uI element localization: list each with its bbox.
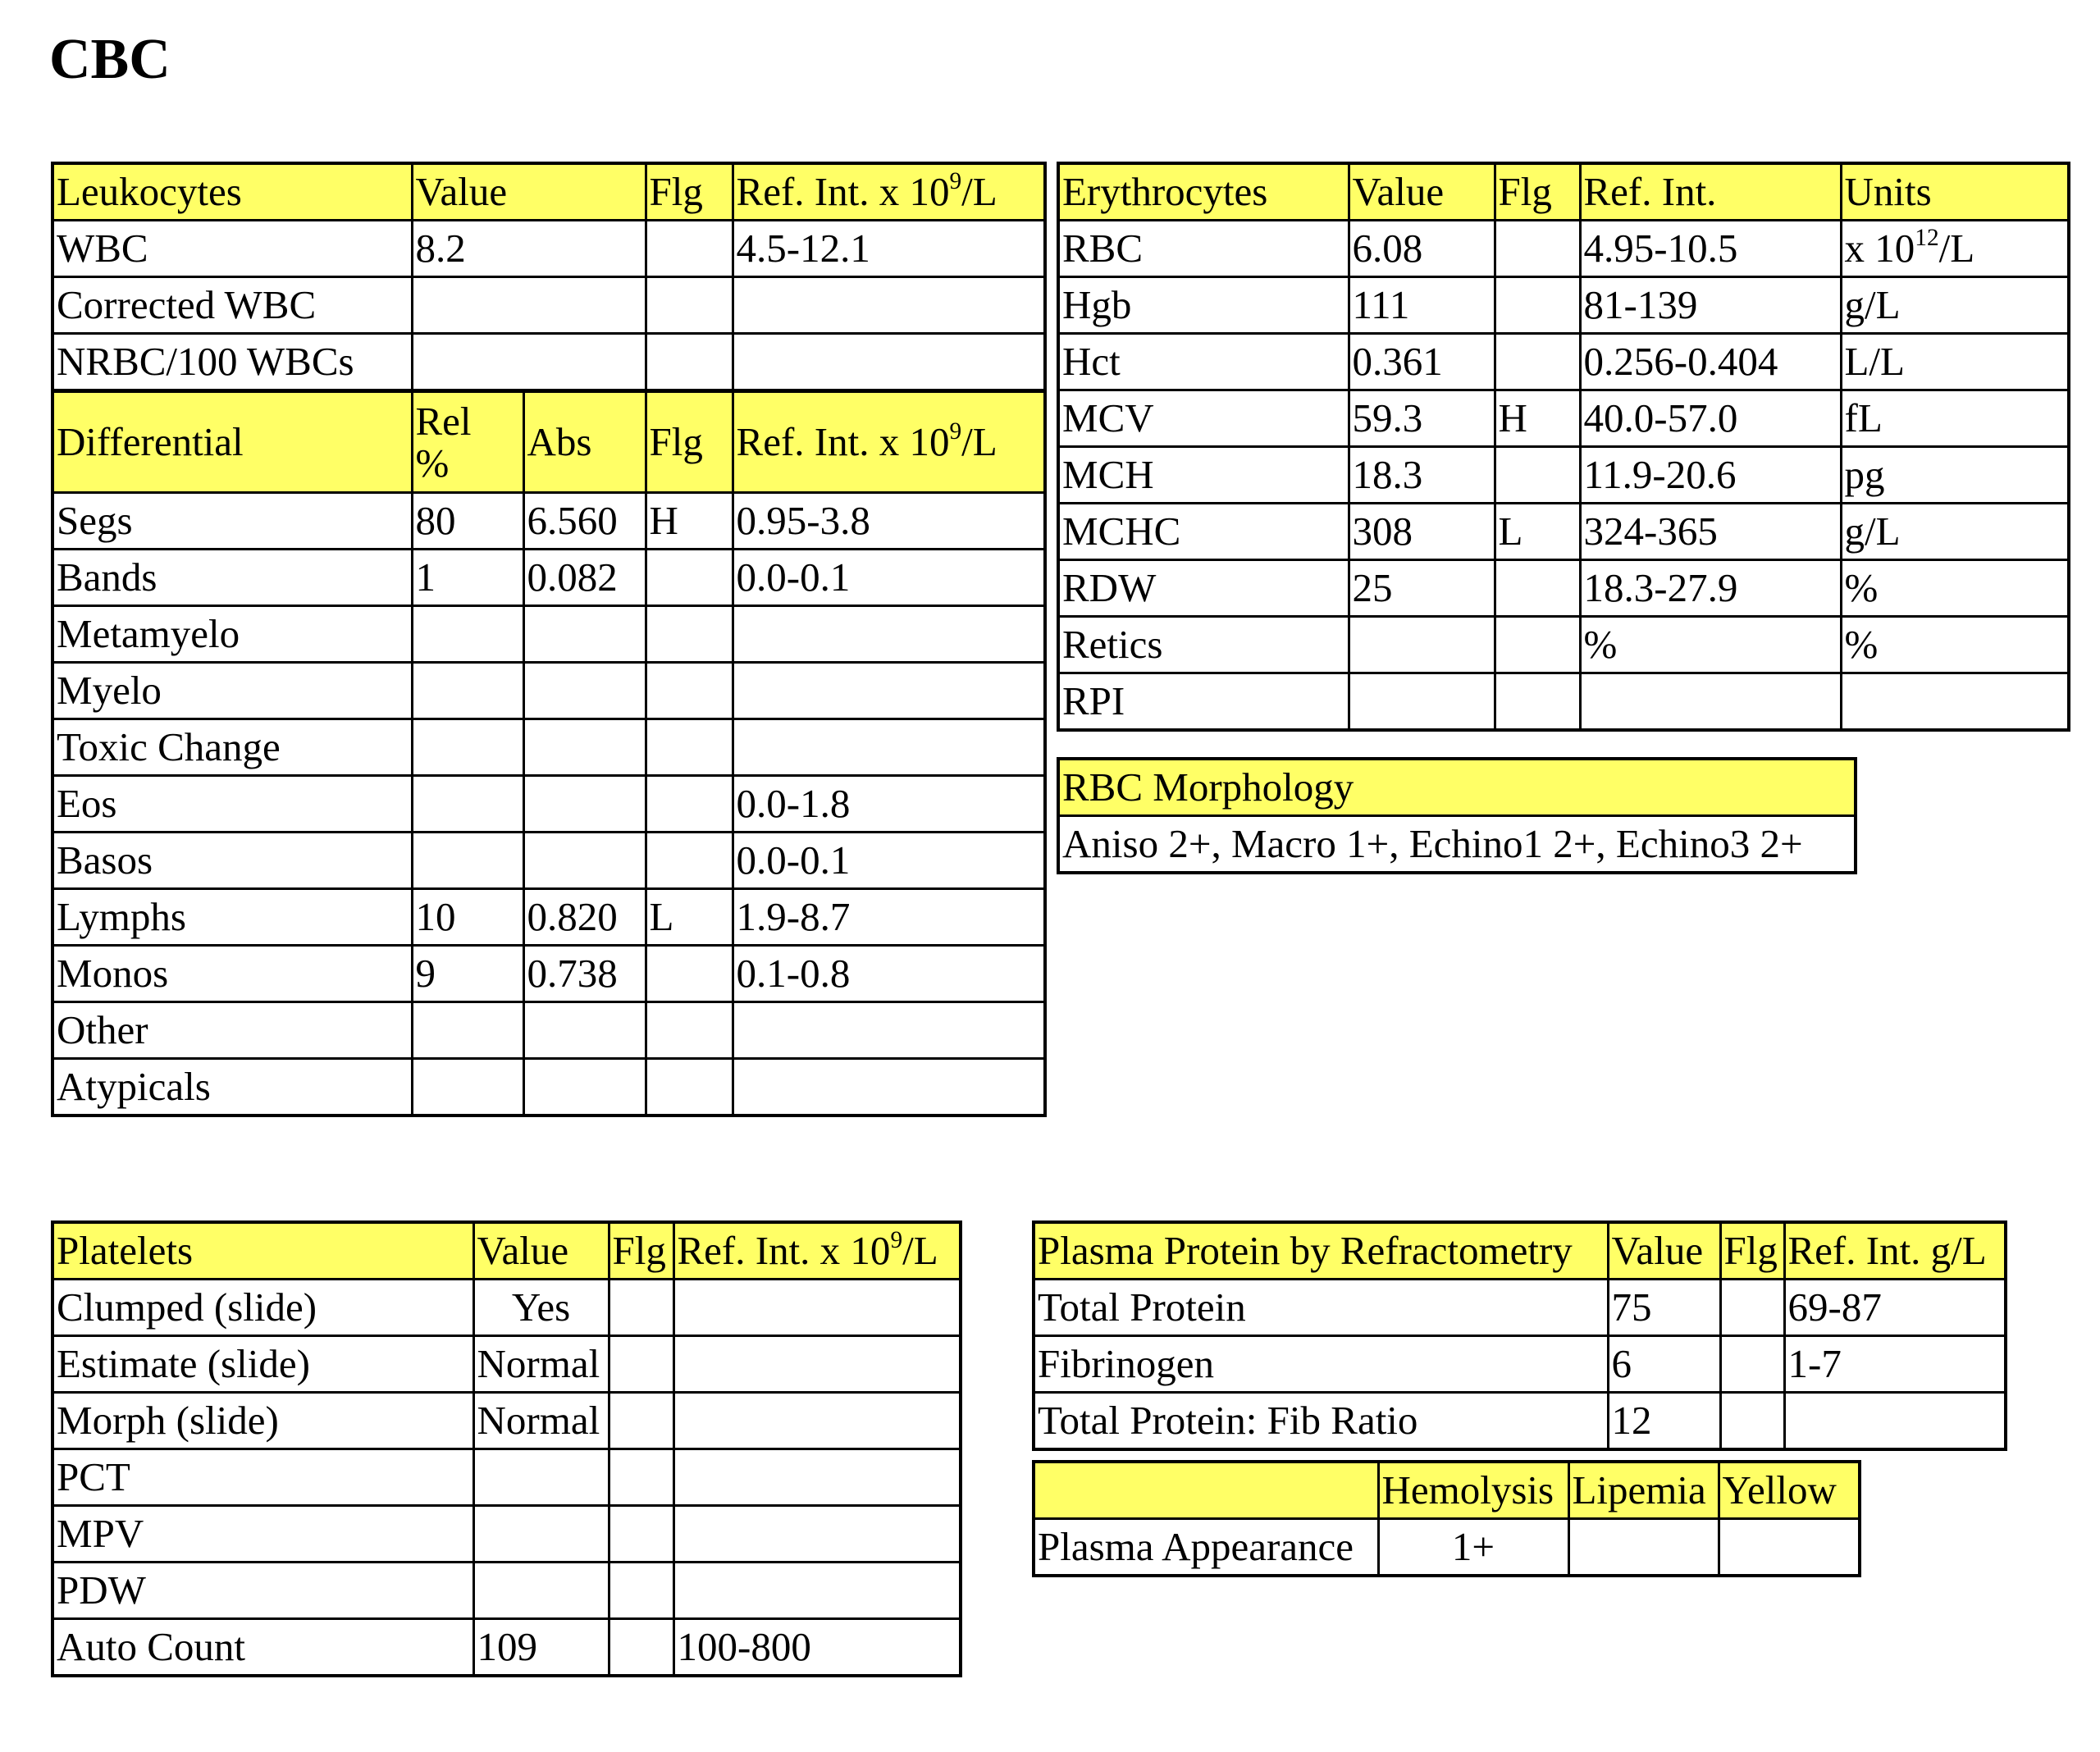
table-row [1058,617,2069,673]
row-rel [412,776,523,833]
table-row [52,1059,1045,1116]
row-abs [523,1059,646,1116]
row-ref: % [1580,617,1841,673]
row-flag [1495,334,1580,390]
row-name: RBC [1058,221,1349,277]
row-flag [646,221,733,277]
row-name: Total Protein [1034,1280,1608,1336]
rbc-morphology-header-row [1058,759,1856,816]
row-abs: 0.082 [523,550,646,606]
row-flag [646,550,733,606]
rel-pct-header: Rel % [412,391,523,493]
row-abs [523,663,646,719]
row-rel [412,1059,523,1116]
row-flag [1495,447,1580,504]
platelets-header-row [52,1222,961,1280]
row-value [1349,617,1495,673]
erythrocytes-table [1057,162,2070,732]
row-value: 111 [1349,277,1495,334]
table-row [52,1393,961,1449]
row-name: RDW [1058,560,1349,617]
row-name: Monos [52,946,412,1002]
row-flag [1495,560,1580,617]
row-name: Clumped (slide) [52,1280,473,1336]
row-flag [609,1393,673,1449]
table-row [52,1002,1045,1059]
row-rel [412,833,523,889]
ref-int-header: Ref. Int. x $10^9/L$ [673,1222,961,1280]
table-row [52,493,1045,550]
row-name: Metamyelo [52,606,412,663]
row-name: RPI [1058,673,1349,731]
table-row [52,221,1045,277]
row-units: L/L [1841,334,2069,390]
row-ref [733,719,1045,776]
row-flag [646,277,733,334]
row-name: Estimate (slide) [52,1336,473,1393]
row-name: Other [52,1002,412,1059]
row-name: Eos [52,776,412,833]
row-ref: 1-7 [1784,1336,2006,1393]
row-flag [609,1280,673,1336]
table-row [52,833,1045,889]
row-value: 0.361 [1349,334,1495,390]
table-row [52,1449,961,1506]
row-units: x $10^{12}/L$ [1841,221,2069,277]
row-units: % [1841,560,2069,617]
units-header: Units [1841,163,2069,221]
row-value [473,1506,609,1563]
table-row [1058,334,2069,390]
row-name: MCHC [1058,504,1349,560]
row-value: Normal [473,1393,609,1449]
row-rel: 1 [412,550,523,606]
row-flag [1495,617,1580,673]
table-row [52,1619,961,1677]
ref-int-header: Ref. Int. g/L [1784,1222,2006,1280]
row-abs [523,1002,646,1059]
row-value [412,334,646,391]
flag-header: Flg [609,1222,673,1280]
row-name: MPV [52,1506,473,1563]
row-ref: 40.0-57.0 [1580,390,1841,447]
row-flag: L [646,889,733,946]
rbc-morphology-table [1057,757,1857,874]
row-ref: 324-365 [1580,504,1841,560]
table-row [1058,504,2069,560]
abs-header: Abs [523,391,646,493]
table-row [52,719,1045,776]
rbc-morphology-text: Aniso 2+, Macro 1+, Echino1 2+, Echino3 2+ [1058,816,1856,874]
table-row [1058,390,2069,447]
row-ref: 4.95-10.5 [1580,221,1841,277]
row-name: Myelo [52,663,412,719]
row-rel: 80 [412,493,523,550]
table-row [1034,1519,1860,1576]
row-name: Auto Count [52,1619,473,1677]
row-flag [1720,1393,1784,1450]
row-name: Atypicals [52,1059,412,1116]
leukocytes-header: Leukocytes [52,163,412,221]
ref-int-header: Ref. Int. x $10^9/L$ [733,391,1045,493]
value-header: Value [1349,163,1495,221]
row-ref: 18.3-27.9 [1580,560,1841,617]
row-name: Hgb [1058,277,1349,334]
row-ref: 0.256-0.404 [1580,334,1841,390]
table-row [1034,1336,2006,1393]
yellow-value [1719,1519,1860,1576]
flag-header: Flg [646,163,733,221]
row-ref: 4.5-12.1 [733,221,1045,277]
table-row [52,1506,961,1563]
row-value: 8.2 [412,221,646,277]
row-value: 75 [1608,1280,1720,1336]
row-value: 6 [1608,1336,1720,1393]
row-ref: 11.9-20.6 [1580,447,1841,504]
row-abs: 6.560 [523,493,646,550]
row-name: PDW [52,1563,473,1619]
row-value [473,1563,609,1619]
erythrocytes-header: Erythrocytes [1058,163,1349,221]
row-rel [412,606,523,663]
row-flag [1495,277,1580,334]
row-ref [673,1280,961,1336]
row-ref [673,1449,961,1506]
row-rel [412,663,523,719]
table-row [1058,221,2069,277]
table-row [1058,560,2069,617]
plasma-appearance-header-row [1034,1462,1860,1519]
row-name: WBC [52,221,412,277]
row-name: Total Protein: Fib Ratio [1034,1393,1608,1450]
row-ref: 0.0-0.1 [733,550,1045,606]
hemolysis-header: Hemolysis [1378,1462,1568,1519]
leukocytes-header-row [52,163,1045,221]
row-name: MCH [1058,447,1349,504]
yellow-header: Yellow [1719,1462,1860,1519]
row-ref [733,606,1045,663]
row-rel [412,1002,523,1059]
row-abs [523,776,646,833]
value-header: Value [473,1222,609,1280]
differential-header: Differential [52,391,412,493]
row-ref: 0.0-1.8 [733,776,1045,833]
row-name: Plasma Appearance [1034,1519,1378,1576]
row-flag [646,606,733,663]
ref-int-header: Ref. Int. [1580,163,1841,221]
flag-header: Flg [1495,163,1580,221]
row-name: Retics [1058,617,1349,673]
row-value: 109 [473,1619,609,1677]
row-flag: H [646,493,733,550]
row-name: Basos [52,833,412,889]
row-value: 12 [1608,1393,1720,1450]
row-flag [609,1563,673,1619]
row-units: g/L [1841,277,2069,334]
flag-header: Flg [1720,1222,1784,1280]
row-flag [646,1059,733,1116]
table-row [52,663,1045,719]
row-value [1349,673,1495,731]
row-flag [646,946,733,1002]
table-row [1058,816,1856,874]
row-name: Morph (slide) [52,1393,473,1449]
row-abs: 0.820 [523,889,646,946]
row-name: Corrected WBC [52,277,412,334]
value-header: Value [1608,1222,1720,1280]
row-ref [673,1563,961,1619]
row-name: MCV [1058,390,1349,447]
row-units [1841,673,2069,731]
row-ref: 0.0-0.1 [733,833,1045,889]
row-flag [646,1002,733,1059]
row-units: pg [1841,447,2069,504]
value-header: Value [412,163,646,221]
table-row [1034,1280,2006,1336]
row-value: Normal [473,1336,609,1393]
row-units: fL [1841,390,2069,447]
table-row [52,1336,961,1393]
row-ref: 0.1-0.8 [733,946,1045,1002]
row-ref [733,663,1045,719]
row-ref [733,1059,1045,1116]
row-value: 6.08 [1349,221,1495,277]
table-row [52,889,1045,946]
hemolysis-value: 1+ [1378,1519,1568,1576]
row-name: PCT [52,1449,473,1506]
row-flag [1495,673,1580,731]
row-value [473,1449,609,1506]
row-abs [523,833,646,889]
row-value: 18.3 [1349,447,1495,504]
row-flag [609,1506,673,1563]
row-flag: H [1495,390,1580,447]
plasma-protein-header: Plasma Protein by Refractometry [1034,1222,1608,1280]
row-flag [646,334,733,391]
platelets-header: Platelets [52,1222,473,1280]
row-value: Yes [473,1280,609,1336]
row-abs [523,606,646,663]
row-rel: 10 [412,889,523,946]
row-flag [646,776,733,833]
page-title: CBC [49,28,171,91]
table-row [52,277,1045,334]
row-name: Fibrinogen [1034,1336,1608,1393]
plasma-appearance-table [1032,1460,1861,1577]
row-name: Lymphs [52,889,412,946]
table-row [52,334,1045,391]
row-ref [673,1336,961,1393]
table-row [1058,277,2069,334]
table-row [52,1280,961,1336]
platelets-table [51,1220,962,1677]
ref-int-header: Ref. Int. x $10^9/L$ [733,163,1045,221]
row-name: Segs [52,493,412,550]
row-ref [733,334,1045,391]
row-flag [646,833,733,889]
row-value: 59.3 [1349,390,1495,447]
table-row [52,946,1045,1002]
row-flag [1720,1336,1784,1393]
row-ref: 1.9-8.7 [733,889,1045,946]
row-name: NRBC/100 WBCs [52,334,412,391]
row-rel: 9 [412,946,523,1002]
erythrocytes-header-row [1058,163,2069,221]
table-row [1034,1393,2006,1450]
row-value: 25 [1349,560,1495,617]
row-value [412,277,646,334]
table-row [52,1563,961,1619]
row-flag: L [1495,504,1580,560]
row-ref [673,1506,961,1563]
row-flag [1495,221,1580,277]
row-flag [609,1619,673,1677]
row-name: Toxic Change [52,719,412,776]
row-flag [646,719,733,776]
leukocytes-table [51,162,1047,1117]
table-row [1058,673,2069,731]
lipemia-header: Lipemia [1568,1462,1719,1519]
row-ref [733,1002,1045,1059]
rbc-morphology-header: RBC Morphology [1058,759,1856,816]
lipemia-value [1568,1519,1719,1576]
flag-header: Flg [646,391,733,493]
row-flag [1720,1280,1784,1336]
table-row [52,776,1045,833]
row-rel [412,719,523,776]
row-value: 308 [1349,504,1495,560]
row-abs [523,719,646,776]
row-flag [646,663,733,719]
row-ref: 81-139 [1580,277,1841,334]
row-ref: 69-87 [1784,1280,2006,1336]
plasma-protein-header-row [1034,1222,2006,1280]
table-row [52,606,1045,663]
row-ref: 100-800 [673,1619,961,1677]
row-ref [673,1393,961,1449]
blank-header [1034,1462,1378,1519]
row-ref [1580,673,1841,731]
row-ref [1784,1393,2006,1450]
row-units: % [1841,617,2069,673]
row-name: Bands [52,550,412,606]
differential-header-row [52,391,1045,493]
row-units: g/L [1841,504,2069,560]
table-row [1058,447,2069,504]
row-ref [733,277,1045,334]
row-abs: 0.738 [523,946,646,1002]
plasma-protein-table [1032,1220,2007,1451]
row-flag [609,1449,673,1506]
row-flag [609,1336,673,1393]
row-name: Hct [1058,334,1349,390]
table-row [52,550,1045,606]
row-ref: 0.95-3.8 [733,493,1045,550]
